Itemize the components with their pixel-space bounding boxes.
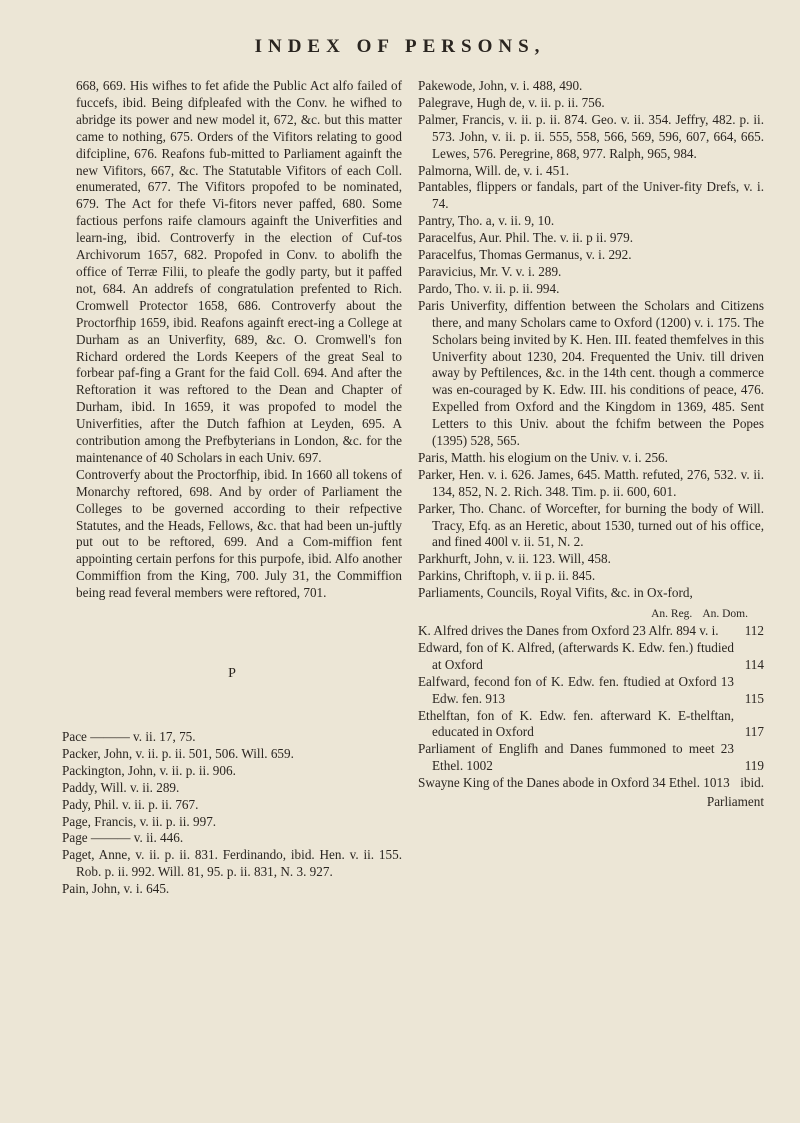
register-page: 115 — [744, 690, 764, 706]
index-entry: Paris Univerfity, diffention between the Scholars and Citizens there, and many Scholars came to Oxford (1200) v. i. 175. The Scholars being invited by K. Hen. III. feated themfelves in this Univerfity about 1230, 204. Frequented the Univ. till driven away by Peftilences, &c. in the 14th cent. though a commerce was en-couraged by K. Edw. III. his conditions of peace, 476. Expelled from Oxford and the Kingdom in 1369, 485. Sent Letters to this Univ. about the fchifm between the Popes (1395) 528, 565. — [418, 297, 764, 449]
index-entry: Paris, Matth. his elogium on the Univ. v. i. 256. — [418, 449, 668, 465]
register-text: Swayne King of the Danes abode in Oxford 34 Ethel. 1013 — [418, 775, 730, 791]
register-text: Ealfward, fecond fon of K. Edw. fen. ftudied at Oxford 13 Edw. fen. 913 — [418, 673, 734, 706]
register-page: 117 — [744, 724, 764, 740]
register-row — [418, 640, 764, 674]
right-entry-list — [418, 78, 764, 602]
register-header — [418, 606, 764, 623]
right-column — [418, 78, 764, 811]
register-text: Parliament of Englifh and Danes fummoned to meet 23 Ethel. 1002 — [418, 741, 734, 774]
index-entry: Packer, John, v. ii. p. ii. 501, 506. Will. 659. — [62, 745, 294, 761]
an-reg-heading: An. Reg. — [651, 608, 693, 621]
index-entry: Pakewode, John, v. i. 488, 490. — [418, 78, 583, 93]
index-entry: Parkhurft, John, v. ii. 123. Will, 458. — [418, 551, 611, 567]
catchword: Parliament — [706, 794, 764, 810]
index-entry: Pain, John, v. i. 645. — [62, 881, 170, 897]
index-entry: Pantry, Tho. a, v. ii. 9, 10. — [418, 213, 555, 229]
continuation-paragraph: Controverfy about the Proctorfhip, ibid. In 1660 all tokens of Monarchy reftored, 698. And by order of Parliament the Colleges to be governed according to their refpective Statutes, and the Heads, Fellows, &c. that had been un-juftly put out to be reftored, 699. And a Com-miffion fent appointing certain perfons for this purpofe, ibid. Alfo another Commiffion from the King, 700. July 31, the Commiffion being read feveral members were reftored, 701. — [76, 466, 402, 601]
index-entry: Parker, Tho. Chanc. of Worcefter, for burning the body of Will. Tracy, Efq. as an Heretic, about 1530, turned out of his office, and fined 400l v. ii. 51, N. 2. — [418, 500, 764, 550]
section-letter: P — [228, 666, 236, 682]
index-entry: Pace ——— v. ii. 17, 75. — [62, 729, 196, 744]
register-row — [418, 775, 764, 792]
index-entry: Parker, Hen. v. i. 626. James, 645. Matth. refuted, 276, 532. v. ii. 134, 852, N. 2. Rich. 348. Tim. p. ii. 600, 601. — [418, 466, 764, 499]
register-page: ibid. — [740, 775, 764, 791]
index-entry: Paravicius, Mr. V. v. i. 289. — [418, 263, 562, 279]
index-entry: Page ——— v. ii. 446. — [62, 830, 184, 846]
index-entry: Palmorna, Will. de, v. i. 451. — [418, 162, 570, 178]
register-row — [418, 623, 764, 640]
register-text: Ethelftan, fon of K. Edw. fen. afterward K. E-thelftan, educated in Oxford — [418, 707, 734, 740]
index-entry: Packington, John, v. ii. p. ii. 906. — [62, 762, 236, 778]
register-page: 112 — [744, 623, 764, 638]
index-entry: Palmer, Francis, v. ii. p. ii. 874. Geo. v. ii. 354. Jeffry, 482. p. ii. 573. John, v. ii. p. ii. 555, 558, 566, 569, 596, 607, 664, 665. Lewes, 576. Peregrine, 868, 977. Ralph, 965, 984. — [418, 111, 764, 161]
index-entry: Pady, Phil. v. ii. p. ii. 767. — [62, 796, 199, 812]
an-dom-heading: An. Dom. — [702, 608, 748, 621]
index-entry: Paracelfus, Aur. Phil. The. v. ii. p ii. 979. — [418, 230, 634, 246]
index-entry: Paracelfus, Thomas Germanus, v. i. 292. — [418, 247, 632, 263]
register-table — [418, 623, 764, 792]
register-row — [418, 708, 764, 742]
left-entry-list — [62, 729, 402, 898]
register-text: Edward, fon of K. Alfred, (afterwards K. Edw. fen.) ftudied at Oxford — [418, 639, 734, 672]
index-entry: Pardo, Tho. v. ii. p. ii. 994. — [418, 280, 560, 296]
register-page: 114 — [744, 656, 764, 672]
index-entry: Paddy, Will. v. ii. 289. — [62, 779, 180, 795]
index-entry: Paget, Anne, v. ii. p. ii. 831. Ferdinando, ibid. Hen. v. ii. 155. Rob. p. ii. 992. Will. 81, 95. p. ii. 831, N. 3. 927. — [62, 847, 402, 880]
index-entry: Palegrave, Hugh de, v. ii. p. ii. 756. — [418, 94, 605, 110]
register-text: K. Alfred drives the Danes from Oxford 23 Alfr. 894 v. i. — [418, 623, 719, 638]
continuation-entry: 668, 669. His wifhes to fet afide the Public Act alfo failed of fuccefs, ibid. Being difpleafed with the Conv. he wifhed to abridge its power and new model it, 672, &c. but this matter came to nothing, 675. Orders of the Vifitors relating to good difcipline, 676. Reafons fub-mitted to Parliament againft the new Vifitors, 667, &c. The Statutable Vifitors of each Coll. enumerated, 677. The Vifitors propofed to be nominated, 679. The Act for thefe Vi-fitors never paffed, 680. Some factious perfons raife clamours againft the Univerfities and learn-ing, ibid. Controverfy in the election of Cuf-tos Archivorum 1657, 682. Propofed in Conv. to abolifh the office of Terræ Filii, to pleafe the godly party, but it paffed not, 684. An addrefs of congratulation prefented to Rich. Cromwell Protector 1658, 686. Controverfy about the Proctorfhip 1659, ibid. Reafons againft erect-ing a College at Durham as an Univerfity, 689, &c. O. Cromwell's fon Richard ordered the Lords Keepers of the great Seal to forbear paf-fing a Grant for the faid Coll. 694. And after the Reftoration it was reftored to the Dean and Chapter of Durham, ibid. In 1659, it was propofed to model the Univerfities, after the Dutch fafhion at Leyden, 695. A contribution among the Prefbyterians in London, &c. for the maintenance of 40 Scholars in each Univ. 697. — [76, 78, 402, 465]
index-entry: Page, Francis, v. ii. p. ii. 997. — [62, 813, 217, 829]
register-row — [418, 741, 764, 775]
register-page: 119 — [744, 758, 764, 774]
index-entry: Pantables, flippers or fandals, part of the Univer-fity Drefs, v. i. 74. — [418, 179, 764, 212]
index-entry: Parkins, Chriftoph, v. ii p. ii. 845. — [418, 568, 596, 584]
left-column — [62, 78, 402, 898]
index-entry: Parliaments, Councils, Royal Vifits, &c. in Ox-ford, — [418, 585, 693, 601]
register-row — [418, 674, 764, 708]
page-header: INDEX OF PERSONS, — [254, 36, 546, 57]
